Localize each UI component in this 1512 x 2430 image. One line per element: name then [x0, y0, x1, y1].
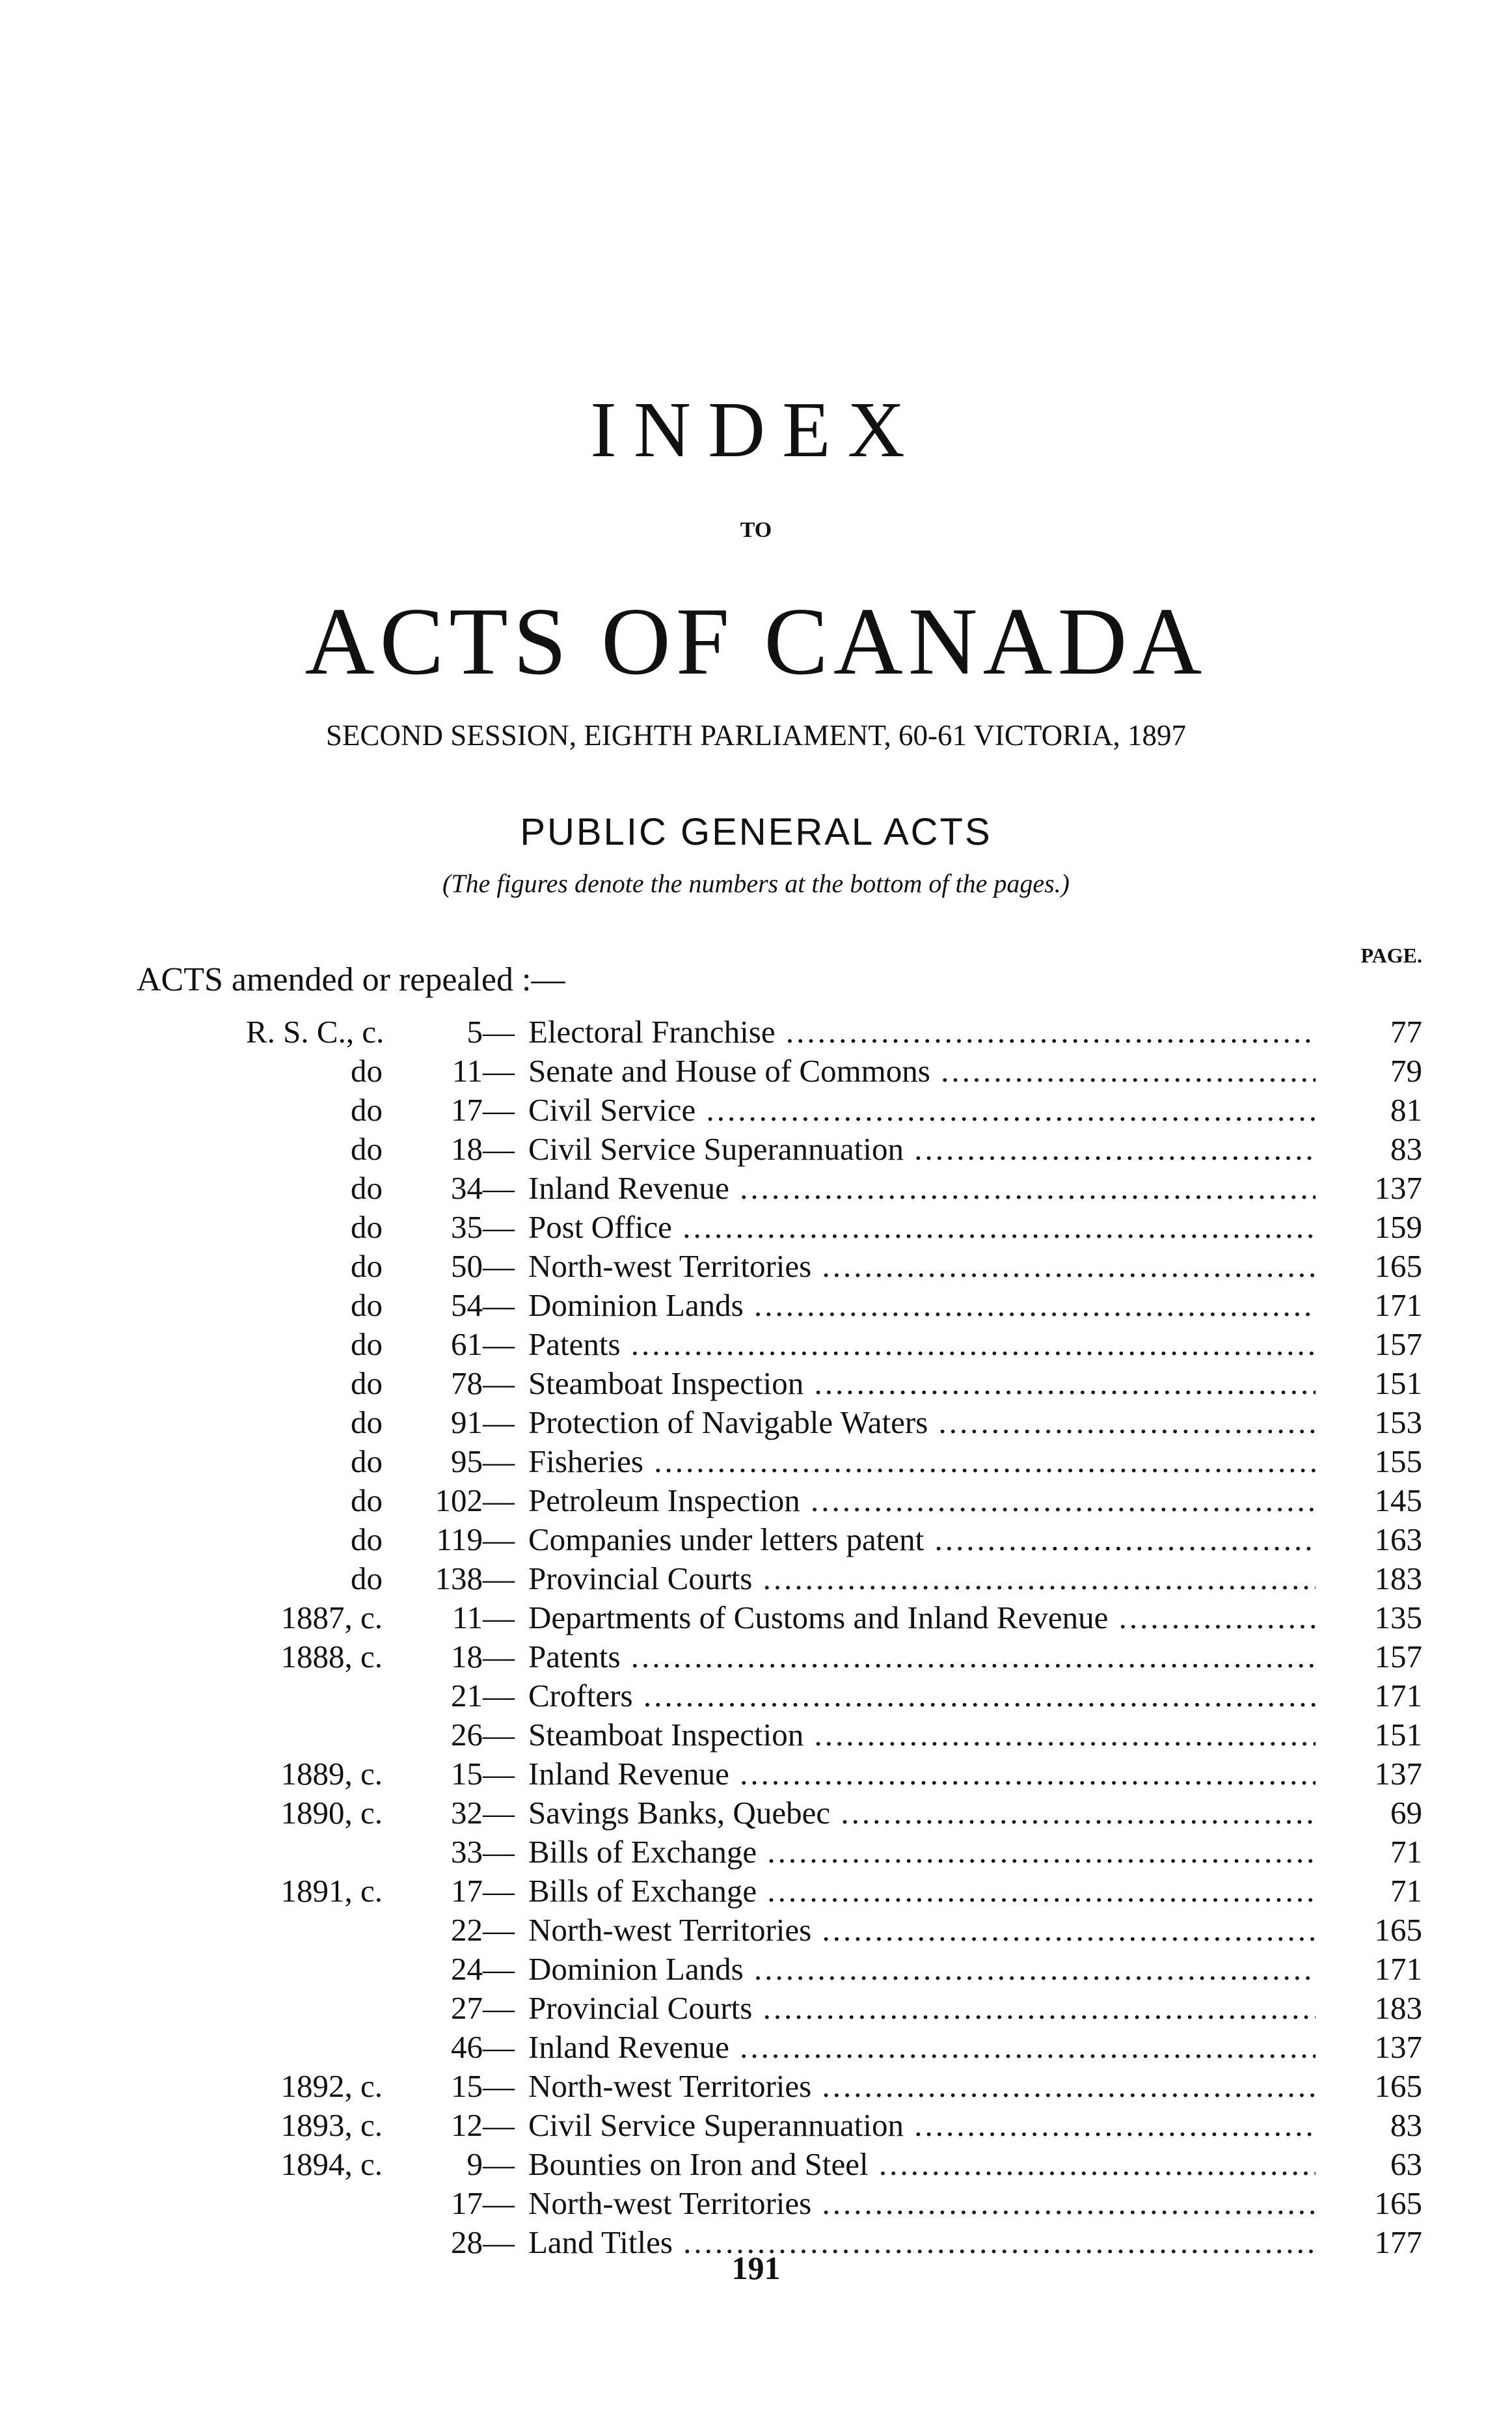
- entry-prefix: do: [351, 1326, 383, 1362]
- entry-title: Senate and House of Commons .....: [528, 1052, 1316, 1091]
- entry-dash: —: [483, 1131, 515, 1167]
- entry-prefix: do: [351, 1561, 383, 1596]
- chapter-number: 17: [451, 1873, 483, 1909]
- chapter-number: 34: [451, 1170, 483, 1206]
- chapter-number: 21: [451, 1678, 483, 1713]
- entry-title: Protection of Navigable Waters .....: [528, 1403, 1316, 1442]
- page-reference: 137: [1374, 1756, 1422, 1792]
- index-entry: [0, 1130, 1512, 1169]
- entry-prefix: do: [351, 1248, 383, 1284]
- entry-title: Post Office .....: [528, 1208, 1316, 1247]
- page-reference: 153: [1374, 1404, 1422, 1440]
- entry-prefix: 1887, c.: [280, 1600, 383, 1635]
- entry-title: Fisheries .....: [528, 1442, 1316, 1481]
- chapter-number: 15: [451, 1756, 483, 1792]
- page-reference: 151: [1374, 1717, 1422, 1753]
- page-reference: 79: [1390, 1053, 1422, 1089]
- entry-dash: —: [483, 1053, 515, 1089]
- index-entry: [0, 2145, 1512, 2184]
- page-reference: 151: [1374, 1365, 1422, 1401]
- chapter-number: 50: [451, 1248, 483, 1284]
- entry-prefix: 1889, c.: [280, 1756, 383, 1792]
- entry-dash: —: [483, 1014, 515, 1050]
- entry-title: Savings Banks, Quebec .....: [528, 1794, 1316, 1833]
- entry-title: Dominion Lands .....: [528, 1950, 1316, 1989]
- index-entry: [0, 1169, 1512, 1208]
- chapter-number: 5: [466, 1014, 483, 1050]
- entry-title: North-west Territories .....: [528, 2067, 1316, 2106]
- entry-prefix: do: [351, 1131, 383, 1167]
- entry-title: Bills of Exchange .....: [528, 1833, 1316, 1872]
- index-entry: [0, 2067, 1512, 2106]
- chapter-number: 22: [451, 1912, 483, 1948]
- entry-prefix: do: [351, 1170, 383, 1206]
- page-reference: 157: [1374, 1639, 1422, 1674]
- entry-dash: —: [483, 1326, 515, 1362]
- page-reference: 63: [1390, 2146, 1422, 2182]
- entry-title: Dominion Lands .....: [528, 1286, 1316, 1325]
- entry-prefix: 1891, c.: [280, 1873, 383, 1909]
- entry-prefix: do: [351, 1365, 383, 1401]
- entry-title: Patents .....: [528, 1325, 1316, 1364]
- chapter-number: 35: [451, 1209, 483, 1245]
- entry-dash: —: [483, 1365, 515, 1401]
- entry-title: Companies under letters patent .....: [528, 1520, 1316, 1559]
- entry-title: Provincial Courts .....: [528, 1989, 1316, 2028]
- index-entry: [0, 1989, 1512, 2028]
- index-entry: [0, 1637, 1512, 1676]
- chapter-number: 11: [452, 1600, 483, 1635]
- page-reference: 171: [1374, 1678, 1422, 1713]
- page-reference: 163: [1374, 1522, 1422, 1557]
- entry-dash: —: [483, 1170, 515, 1206]
- entry-prefix: do: [351, 1522, 383, 1557]
- entry-dash: —: [483, 1990, 515, 2026]
- index-entry: [0, 1364, 1512, 1403]
- entry-dash: —: [483, 1639, 515, 1674]
- index-entry: [0, 1520, 1512, 1559]
- index-entry: [0, 1091, 1512, 1130]
- entry-title: Crofters .....: [528, 1676, 1316, 1715]
- entry-title: Inland Revenue .....: [528, 1754, 1316, 1794]
- entry-dash: —: [483, 1561, 515, 1596]
- entry-prefix: do: [351, 1482, 383, 1518]
- page-reference: 137: [1374, 1170, 1422, 1206]
- entry-prefix: 1894, c.: [280, 2146, 383, 2182]
- index-entry: [0, 2184, 1512, 2223]
- entry-prefix: do: [351, 1404, 383, 1440]
- index-entry: [0, 1403, 1512, 1442]
- page-reference: 183: [1374, 1990, 1422, 2026]
- index-entry: [0, 1481, 1512, 1520]
- chapter-number: 12: [451, 2107, 483, 2143]
- entry-prefix: do: [351, 1053, 383, 1089]
- entry-dash: —: [483, 2224, 515, 2260]
- index-entry: [0, 1286, 1512, 1325]
- entry-title: Bounties on Iron and Steel .....: [528, 2145, 1316, 2184]
- chapter-number: 9: [466, 2146, 483, 2182]
- page-reference: 145: [1374, 1482, 1422, 1518]
- entry-dash: —: [483, 1873, 515, 1909]
- page-reference: 171: [1374, 1287, 1422, 1323]
- page-number: 191: [731, 2250, 781, 2286]
- entry-dash: —: [483, 2146, 515, 2182]
- entry-dash: —: [483, 1248, 515, 1284]
- entry-dash: —: [483, 1287, 515, 1323]
- acts-of-canada-title: ACTS OF CANADA: [304, 588, 1208, 695]
- entry-title: Provincial Courts .....: [528, 1559, 1316, 1598]
- page-reference: 83: [1390, 1131, 1422, 1167]
- index-entry: [0, 1754, 1512, 1794]
- page-reference: 135: [1374, 1600, 1422, 1635]
- entry-prefix: 1892, c.: [280, 2068, 383, 2104]
- section-heading: ACTS amended or repealed :—: [137, 961, 565, 998]
- chapter-number: 24: [451, 1951, 483, 1987]
- chapter-number: 32: [451, 1795, 483, 1831]
- chapter-number: 33: [451, 1834, 483, 1870]
- page-reference: 177: [1374, 2224, 1422, 2260]
- entry-dash: —: [483, 1795, 515, 1831]
- page-reference: 137: [1374, 2029, 1422, 2065]
- index-entry: [0, 1715, 1512, 1754]
- entry-dash: —: [483, 1600, 515, 1635]
- index-entry: [0, 2028, 1512, 2067]
- entry-dash: —: [483, 1834, 515, 1870]
- page-reference: 183: [1374, 1561, 1422, 1596]
- chapter-number: 27: [451, 1990, 483, 2026]
- public-general-acts-heading: PUBLIC GENERAL ACTS: [520, 811, 992, 853]
- entry-dash: —: [483, 1756, 515, 1792]
- session-line: SECOND SESSION, EIGHTH PARLIAMENT, 60-61 VICTORIA, 1897: [325, 719, 1187, 752]
- index-heading: INDEX: [590, 386, 922, 474]
- entry-prefix: do: [351, 1092, 383, 1128]
- entry-dash: —: [483, 1482, 515, 1518]
- chapter-number: 18: [451, 1131, 483, 1167]
- page-reference: 165: [1374, 2068, 1422, 2104]
- entry-dash: —: [483, 2185, 515, 2221]
- chapter-number: 46: [451, 2029, 483, 2065]
- index-entry: [0, 1208, 1512, 1247]
- entry-title: Land Titles .....: [528, 2223, 1316, 2262]
- entry-title: North-west Territories .....: [528, 2184, 1316, 2223]
- entry-title: Departments of Customs and Inland Revenue .....: [528, 1598, 1316, 1637]
- entry-dash: —: [483, 1443, 515, 1479]
- entry-title: North-west Territories .....: [528, 1911, 1316, 1950]
- index-entry: [0, 1950, 1512, 1989]
- chapter-number: 61: [451, 1326, 483, 1362]
- entry-title: Inland Revenue .....: [528, 2028, 1316, 2067]
- chapter-number: 54: [451, 1287, 483, 1323]
- page-figures-note: (The figures denote the numbers at the bottom of the pages.): [442, 869, 1070, 898]
- index-entry: [0, 1442, 1512, 1481]
- entry-title: Steamboat Inspection .....: [528, 1715, 1316, 1754]
- chapter-number: 138: [435, 1561, 483, 1596]
- page-reference: 71: [1390, 1834, 1422, 1870]
- index-entry: [0, 1833, 1512, 1872]
- index-entry: [0, 1559, 1512, 1598]
- entry-title: Steamboat Inspection .....: [528, 1364, 1316, 1403]
- to-subheading: TO: [740, 518, 772, 542]
- index-entry: [0, 1247, 1512, 1286]
- entry-dash: —: [483, 1678, 515, 1713]
- page-reference: 71: [1390, 1873, 1422, 1909]
- page-column-heading: PAGE.: [1360, 944, 1422, 967]
- entry-dash: —: [483, 2029, 515, 2065]
- page-reference: 165: [1374, 1248, 1422, 1284]
- chapter-number: 119: [436, 1522, 483, 1557]
- entry-prefix: 1888, c.: [280, 1639, 383, 1674]
- chapter-number: 18: [451, 1639, 483, 1674]
- entry-dash: —: [483, 1717, 515, 1753]
- chapter-number: 17: [451, 2185, 483, 2221]
- entry-dash: —: [483, 2107, 515, 2143]
- index-entry: [0, 1794, 1512, 1833]
- entry-title: Patents .....: [528, 1637, 1316, 1676]
- entry-title: Electoral Franchise .....: [528, 1013, 1316, 1052]
- page-reference: 159: [1374, 1209, 1422, 1245]
- index-entry: [0, 1676, 1512, 1715]
- page-reference: 171: [1374, 1951, 1422, 1987]
- entry-prefix: do: [351, 1443, 383, 1479]
- page-reference: 69: [1390, 1795, 1422, 1831]
- entry-prefix: 1893, c.: [280, 2107, 383, 2143]
- chapter-number: 17: [451, 1092, 483, 1128]
- index-entry: [0, 1052, 1512, 1091]
- chapter-number: 91: [451, 1404, 483, 1440]
- entry-dash: —: [483, 1912, 515, 1948]
- index-entry: [0, 1013, 1512, 1052]
- chapter-number: 78: [451, 1365, 483, 1401]
- entry-title: North-west Territories .....: [528, 1247, 1316, 1286]
- chapter-number: 15: [451, 2068, 483, 2104]
- chapter-number: 102: [435, 1482, 483, 1518]
- entry-title: Civil Service Superannuation .....: [528, 1130, 1316, 1169]
- entry-dash: —: [483, 1404, 515, 1440]
- entry-prefix: R. S. C., c.: [246, 1014, 385, 1050]
- entry-title: Bills of Exchange .....: [528, 1872, 1316, 1911]
- index-entry: [0, 1598, 1512, 1637]
- page-reference: 165: [1374, 2185, 1422, 2221]
- entry-dash: —: [483, 1209, 515, 1245]
- index-entry: [0, 1325, 1512, 1364]
- entry-dash: —: [483, 1522, 515, 1557]
- entry-prefix: do: [351, 1209, 383, 1245]
- index-entries: [0, 1013, 1512, 2262]
- entry-title: Civil Service Superannuation .....: [528, 2106, 1316, 2145]
- chapter-number: 11: [452, 1053, 483, 1089]
- page-reference: 81: [1390, 1092, 1422, 1128]
- entry-title: Petroleum Inspection .....: [528, 1481, 1316, 1520]
- chapter-number: 28: [451, 2224, 483, 2260]
- page-reference: 157: [1374, 1326, 1422, 1362]
- entry-dash: —: [483, 1092, 515, 1128]
- entry-prefix: 1890, c.: [280, 1795, 383, 1831]
- chapter-number: 95: [451, 1443, 483, 1479]
- page-reference: 83: [1390, 2107, 1422, 2143]
- index-entry: [0, 2106, 1512, 2145]
- entry-title: Inland Revenue .....: [528, 1169, 1316, 1208]
- entry-prefix: do: [351, 1287, 383, 1323]
- entry-dash: —: [483, 1951, 515, 1987]
- entry-title: Civil Service .....: [528, 1091, 1316, 1130]
- index-entry: [0, 1872, 1512, 1911]
- page-reference: 77: [1390, 1014, 1422, 1050]
- index-entry: [0, 1911, 1512, 1950]
- chapter-number: 26: [451, 1717, 483, 1753]
- entry-dash: —: [483, 2068, 515, 2104]
- page-reference: 155: [1374, 1443, 1422, 1479]
- page-reference: 165: [1374, 1912, 1422, 1948]
